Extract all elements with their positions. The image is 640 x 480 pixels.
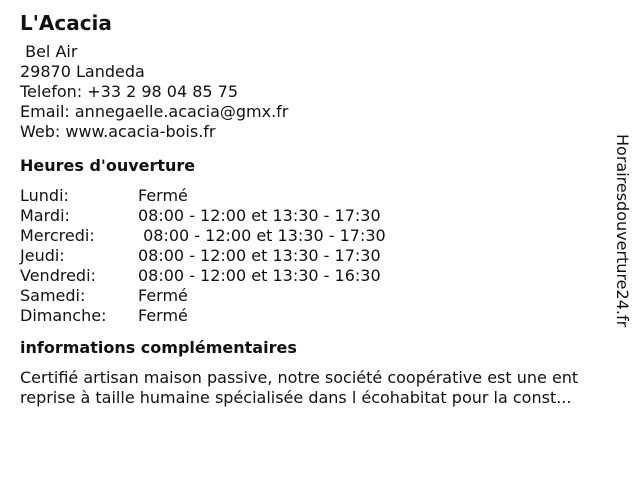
phone-line: Telefon: +33 2 98 04 85 75 [20,82,239,101]
day-label: Samedi: [20,286,86,305]
contact-block [20,42,620,142]
info-description [20,368,620,408]
email-line: Email: annegaelle.acacia@gmx.fr [20,102,289,121]
hours-row-lundi [20,186,620,206]
hours-row-jeudi [20,246,620,266]
web-line: Web: www.acacia-bois.fr [20,122,216,141]
info-line: reprise à taille humaine spécialisée dans l écohabitat pour la const... [20,388,572,407]
business-card [20,10,620,408]
address-street: Bel Air [20,42,78,61]
day-label: Dimanche: [20,306,107,325]
site-watermark [612,134,632,344]
address-city: 29870 Landeda [20,62,145,81]
day-hours: Fermé [138,306,188,325]
day-hours: 08:00 - 12:00 et 13:30 - 17:30 [138,206,381,225]
day-hours: Fermé [138,286,188,305]
day-label: Mardi: [20,206,70,225]
info-heading: informations complémentaires [20,338,297,357]
hours-row-mardi [20,206,620,226]
business-name: L'Acacia [20,11,112,35]
watermark-text: Horairesdouverture24.fr [613,134,632,328]
hours-heading: Heures d'ouverture [20,156,196,175]
hours-row-mercredi [20,226,620,246]
day-hours: 08:00 - 12:00 et 13:30 - 16:30 [138,266,381,285]
info-line: Certifié artisan maison passive, notre société coopérative est une ent [20,368,579,387]
hours-row-samedi [20,286,620,306]
hours-row-vendredi [20,266,620,286]
day-label: Vendredi: [20,266,96,285]
hours-row-dimanche [20,306,620,326]
day-hours: Fermé [138,186,188,205]
day-hours: 08:00 - 12:00 et 13:30 - 17:30 [138,246,381,265]
day-label: Mercredi: [20,226,95,245]
day-hours: 08:00 - 12:00 et 13:30 - 17:30 [138,226,386,245]
opening-hours-table [20,186,620,326]
day-label: Lundi: [20,186,69,205]
day-label: Jeudi: [20,246,65,265]
